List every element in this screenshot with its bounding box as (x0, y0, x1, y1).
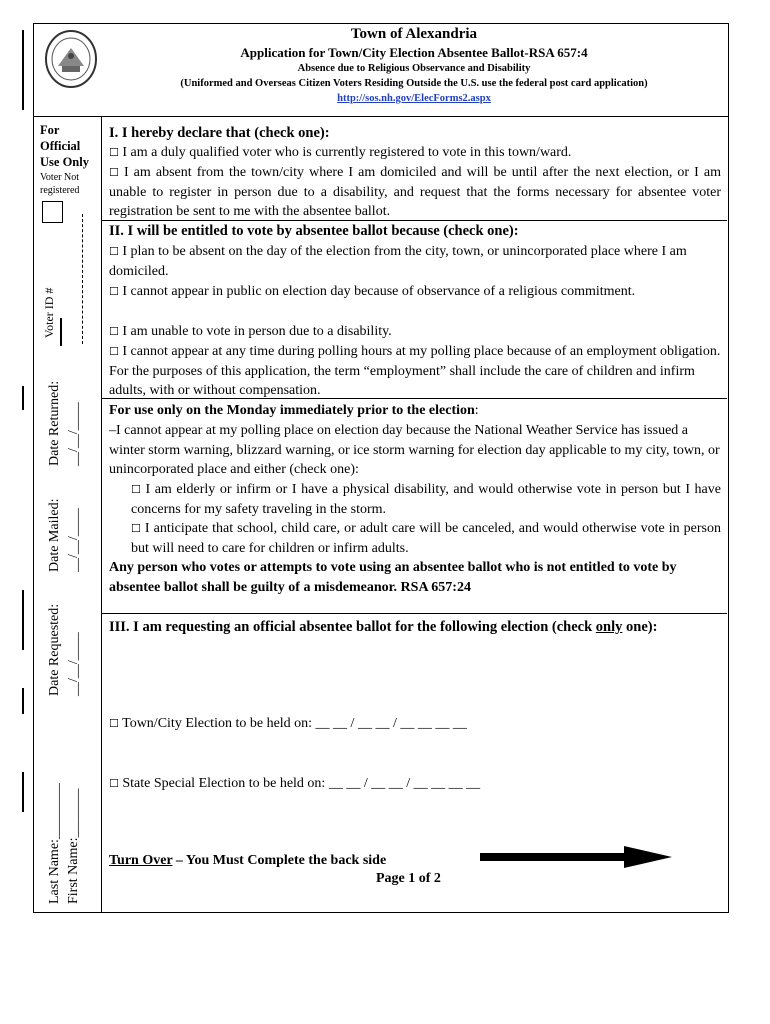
first-name-field[interactable]: First Name:_______ (66, 788, 81, 904)
section3-divider (102, 613, 727, 614)
checkbox-icon[interactable]: ☐ (109, 717, 119, 730)
turn-over-note (109, 851, 469, 871)
section3-heading-end: one): (622, 619, 658, 635)
monday-sub-option2 (131, 519, 721, 558)
date-requested-field[interactable]: __/__/____ (66, 632, 81, 696)
state-election-option (109, 774, 721, 794)
monday-text: –I cannot appear at my polling place on election day because the National Weather Service has issued a winter storm warning, blizzard warning, or ice storm warning for election day applicable to my city, town, or unincorporated place and either (check one): (109, 423, 720, 478)
section1-option1 (109, 143, 721, 163)
margin-bar (22, 688, 24, 714)
turn-over-rest: – You Must Complete the back side (172, 853, 387, 868)
option-text: I cannot appear in public on election day because of observance of a religious commitment. (122, 284, 636, 299)
voter-id-field[interactable] (82, 214, 84, 344)
page-number: Page 1 of 2 (376, 871, 441, 886)
monday-heading-text: For use only on the Monday immediately prior to the election (109, 403, 475, 418)
monday-sub-option1 (131, 480, 721, 519)
checkbox-icon[interactable]: ☐ (109, 285, 119, 298)
voter-id-label: Voter ID # (42, 287, 56, 338)
voter-not-registered-checkbox[interactable] (42, 201, 63, 223)
margin-bar (22, 772, 24, 812)
option-text: I plan to be absent on the day of the election from the city, town, or unincorporated place where I am domiciled. (109, 244, 687, 279)
option-text: I am a duly qualified voter who is currently registered to vote in this town/ward. (122, 145, 572, 160)
turn-over-label: Turn Over (109, 853, 173, 868)
checkbox-icon[interactable]: ☐ (109, 777, 119, 790)
option-text[interactable]: State Special Election to be held on: __ __ / __ __ / __ __ __ __ (122, 776, 481, 791)
section1-option2 (109, 163, 721, 222)
option-text: I cannot appear at any time during polling hours at my polling place because of an employment obligation. For the purposes of this application, the term “employment” shall include the care of children and infirm adults, with or without compensation. (109, 344, 721, 399)
section2-option2 (109, 282, 721, 302)
checkbox-icon[interactable]: ☐ (109, 345, 119, 358)
margin-bar (22, 590, 24, 650)
sidebar-divider (101, 116, 102, 912)
date-returned-field[interactable]: __/__/____ (66, 402, 81, 466)
checkbox-icon[interactable]: ☐ (109, 166, 119, 179)
section2-option1 (109, 242, 721, 281)
checkbox-icon[interactable]: ☐ (131, 483, 141, 496)
section3-heading-text: III. I am requesting an official absentee ballot for the following election (check (109, 619, 596, 635)
date-mailed-label: Date Mailed: (47, 498, 62, 572)
arrow-right-icon (480, 845, 674, 874)
date-requested-label: Date Requested: (47, 603, 62, 696)
town-seal-logo (44, 28, 98, 90)
section2-option4 (109, 342, 721, 401)
voter-id-marker (60, 318, 62, 346)
form-subtitle: Application for Town/City Election Absentee Ballot-RSA 657:4 (240, 45, 588, 60)
date-mailed-field[interactable]: __/__/____ (66, 508, 81, 572)
form-absence-reason: Absence due to Religious Observance and Disability (297, 63, 531, 74)
official-use-label: For Official Use Only (40, 123, 89, 169)
checkbox-icon[interactable]: ☐ (109, 245, 119, 258)
form-overseas-note: (Uniformed and Overseas Citizen Voters Residing Outside the U.S. use the federal post card application) (180, 78, 648, 89)
option-text: I am elderly or infirm or I have a physical disability, and would otherwise vote in person but I have concerns for my safety traveling in the storm. (131, 482, 721, 517)
section3-heading (109, 618, 721, 638)
option-text: I anticipate that school, child care, or adult care will be canceled, and would otherwise vote in person but will need to care for children or infirm adults. (131, 521, 721, 556)
section1-heading: I. I hereby declare that (check one): (109, 125, 330, 141)
section2-option3 (109, 322, 721, 342)
monday-heading: For use only on the Monday immediately prior to the election: (109, 403, 479, 418)
checkbox-icon[interactable]: ☐ (131, 522, 141, 535)
margin-bar (22, 386, 24, 410)
town-election-option (109, 714, 721, 734)
misdemeanor-warning: Any person who votes or attempts to vote using an absentee ballot who is not entitled to vote by absentee ballot shall be guilty of a misdemeanor. RSA 657:24 (109, 560, 677, 595)
checkbox-icon[interactable]: ☐ (109, 325, 119, 338)
form-title: Town of Alexandria (350, 26, 478, 42)
last-name-field[interactable]: Last Name:________ (47, 783, 62, 904)
header-divider (33, 116, 728, 117)
option-text: I am absent from the town/city where I am domiciled and will be until after the next election, or I am unable to register in person due to a disability, and request that the forms necessary for absentee voter registration be sent to me with the absentee ballot. (109, 165, 721, 220)
option-text[interactable]: Town/City Election to be held on: __ __ / __ __ / __ __ __ __ (122, 716, 467, 731)
section2-heading: II. I will be entitled to vote by absentee ballot because (check one): (109, 223, 519, 239)
voter-not-registered-label: Voter Not registered (40, 172, 80, 196)
section3-heading-only: only (595, 619, 623, 635)
date-returned-label: Date Returned: (47, 380, 62, 466)
margin-bar (22, 30, 24, 110)
forms-link[interactable]: http://sos.nh.gov/ElecForms2.aspx (337, 93, 491, 104)
checkbox-icon[interactable]: ☐ (109, 146, 119, 159)
option-text: I am unable to vote in person due to a disability. (122, 324, 392, 339)
